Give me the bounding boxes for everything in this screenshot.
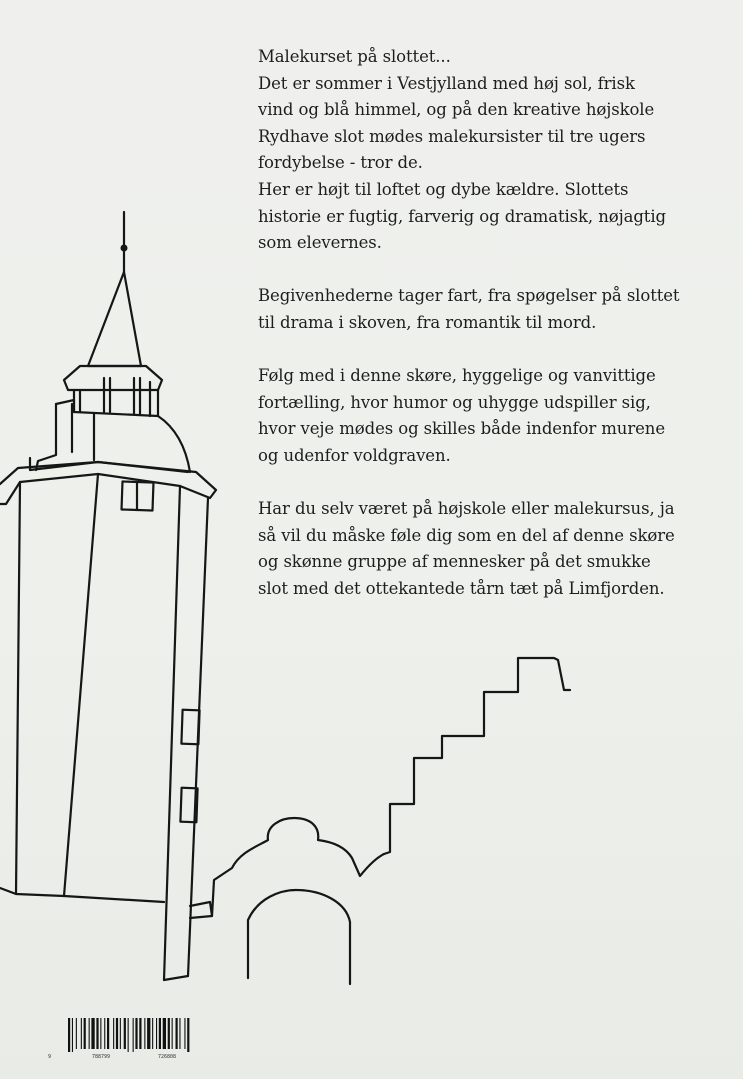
blurb-line: Begivenhederne tager fart, fra spøgelser på slottet [258,286,680,306]
blurb-line: som elevernes. [258,233,382,253]
barcode-bar [139,1018,141,1049]
barcode-bar [133,1018,134,1052]
barcode-bar [159,1018,161,1049]
barcode-bar [184,1018,185,1049]
blurb-line: hvor veje mødes og skilles både indenfor murene [258,419,665,439]
blurb-line: Har du selv været på højskole eller malekursus, ja [258,499,675,519]
blurb-line: Følg med i denne skøre, hyggelige og vanvittige [258,366,656,386]
barcode-digits-right: 726808 [158,1054,177,1060]
blurb-line: Malekurset på slottet... [258,47,451,66]
barcode-bar [135,1018,137,1049]
barcode-bar [104,1018,105,1049]
gate-building-outline [190,818,384,984]
blurb-line: Det er sommer i Vestjylland med høj sol, frisk [258,73,635,93]
back-cover-blurb [258,44,728,629]
barcode-bar [156,1018,157,1049]
barcode-bar [81,1018,82,1049]
blurb-paragraph-3 [258,363,728,469]
barcode-bar [84,1018,86,1049]
blurb-paragraph-4 [258,496,728,602]
blurb-line: og skønne gruppe af mennesker på det smukke [258,552,651,572]
barcode-bar [124,1018,126,1049]
tower-lantern [64,366,162,416]
barcode-bar [144,1018,145,1049]
barcode-bar [147,1018,150,1049]
tower-main-body [0,462,216,980]
blurb-line: Rydhave slot mødes malekursister til tre ugers [258,126,646,146]
barcode-bar [152,1018,153,1049]
barcode-bar [172,1018,173,1049]
stepped-gable-outline [384,658,570,854]
barcode-bar [116,1018,118,1049]
barcode-bars [48,1014,218,1062]
blurb-line: Her er højt til loftet og dybe kældre. Slottets [258,179,629,199]
blurb-line: slot med det ottekantede tårn tæt på Limfjorden. [258,578,665,598]
barcode-bar [107,1018,109,1049]
barcode-bar [179,1018,180,1049]
blurb-line: fortælling, hvor humor og uhygge udspiller sig, [258,392,651,412]
blurb-line: fordybelse - tror de. [258,153,423,173]
barcode-bar [89,1018,90,1049]
barcode-bar [187,1018,189,1052]
blurb-paragraph-1 [258,44,728,257]
barcode-bar [163,1018,166,1049]
tower-spire [88,212,141,366]
barcode-digits-left: 788799 [92,1054,111,1060]
barcode-bar [100,1018,101,1049]
barcode-bar [113,1018,114,1049]
blurb-line: til drama i skoven, fra romantik til mord. [258,312,597,332]
barcode-bar [76,1018,77,1049]
blurb-line: vind og blå himmel, og på den kreative højskole [258,100,655,120]
blurb-line: og udenfor voldgraven. [258,445,451,465]
barcode-bar [176,1018,178,1049]
blurb-line: historie er fugtig, farverig og dramatisk, nøjagtig [258,206,666,226]
barcode-bar [68,1018,70,1052]
barcode-bar [72,1018,73,1052]
barcode-bar [96,1018,98,1049]
barcode-bar [128,1018,129,1052]
barcode-bar [168,1018,170,1049]
barcode-bar [91,1018,94,1049]
barcode-bar [120,1018,121,1049]
barcode-digit-lead: 9 [48,1054,52,1060]
blurb-paragraph-2 [258,283,728,336]
blurb-line: så vil du måske føle dig som en del af denne skøre [258,525,675,545]
